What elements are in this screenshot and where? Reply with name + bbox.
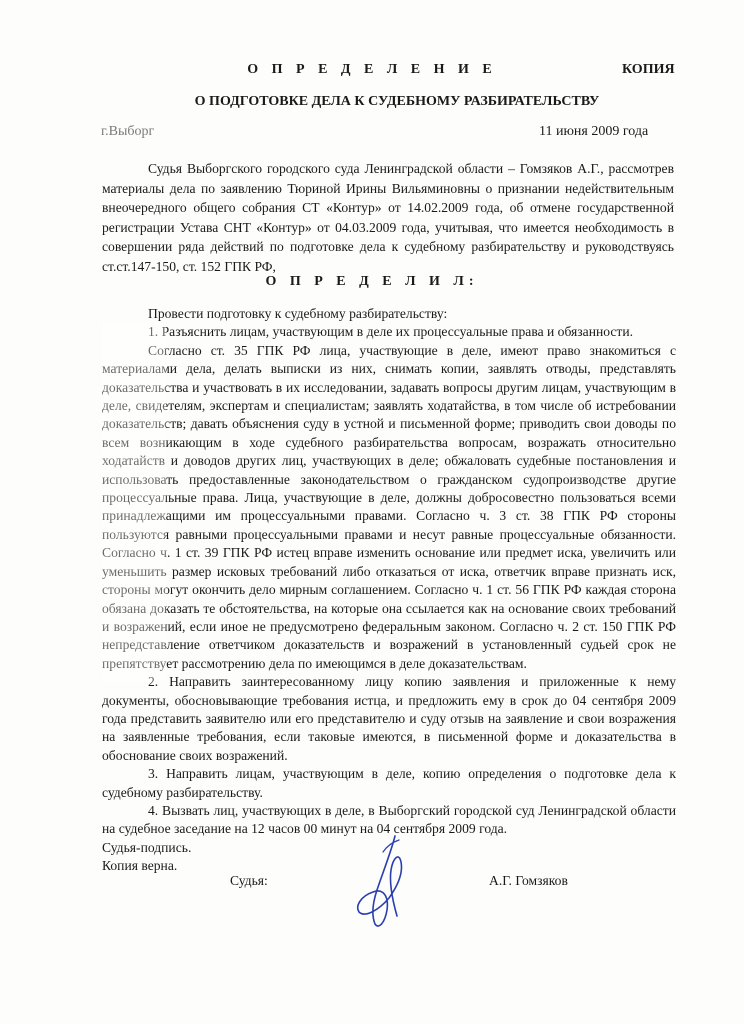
document-title: О П Р Е Д Е Л Е Н И Е: [247, 62, 497, 77]
ruling-heading: О П Р Е Д Е Л И Л:: [265, 274, 479, 289]
paragraph-preparation: Провести подготовку к судебному разбирательству:: [148, 306, 448, 321]
signature-label: Судья:: [230, 873, 268, 888]
paragraph-item-4: 4. Вызвать лиц, участвующих в деле, в Выборгский городской суд Ленинградской области на судебное заседание на 12 часов 00 минут на 04 сентября 2009 года.: [102, 802, 676, 837]
scan-fade-mark: [102, 322, 166, 682]
document-subtitle: О ПОДГОТОВКЕ ДЕЛА К СУДЕБНОМУ РАЗБИРАТЕЛЬСТВУ: [194, 94, 600, 109]
signature-name: А.Г. Гомзяков: [489, 873, 568, 888]
intro-paragraph: Судья Выборгского городского суда Ленинградской области – Гомзяков А.Г., рассмотрев материалы дела по заявлению Тюриной Ирины Вильяминовны о признании недействительным внеочередного общего собрания СТ «Контур» от 14.02.2009 года, об отмене государственной регистрации Устава СНТ «Контур» от 04.03.2009 года, учитывая, что имеется необходимость в совершении ряда действий по подготовке дела к судебному разбирательству и руководствуясь ст.ст.147-150, ст. 152 ГПК РФ,: [102, 161, 674, 274]
document-date: 11 июня 2009 года: [539, 124, 649, 139]
ruling-body: [102, 305, 676, 876]
paragraph-rights: Согласно ст. 35 ГПК РФ лица, участвующие в деле, имеют право знакомиться с материалами дела, делать выписки из них, снимать копии, заявлять отводы, представлять доказательства и участвовать в их исследовании, задавать вопросы другим лицам, участвующим в деле, свидетелям, экспертам и специалистам; заявлять ходатайства, в том числе об истребовании доказательств; давать объяснения суду в устной и письменной форме; приводить свои доводы по всем возникающим в ходе судебного разбирательства вопросам, возражать относительно ходатайств и доводов других лиц, участвующих в деле; обжаловать судебные постановления и использовать предоставленные законодательством о гражданском судопроизводстве другие процессуальные права. Лица, участвующие в деле, должны добросовестно пользоваться всеми принадлежащими им процессуальными правами. Согласно ч. 3 ст. 38 ГПК РФ стороны пользуются равными процессуальными правами и несут равные процессуальные обязанности. Согласно ч. 1 ст. 39 ГПК РФ истец вправе изменить основание или предмет иска, увеличить или уменьшить размер исковых требований либо отказаться от иска, ответчик вправе признать иск, стороны могут окончить дело мирным соглашением. Согласно ч. 1 ст. 56 ГПК РФ каждая сторона обязана доказать те обстоятельства, на которые она ссылается как на основание своих требований и возражений, если иное не предусмотрено федеральным законом. Согласно ч. 2 ст. 150 ГПК РФ непредставление ответчиком доказательств и возражений в установленный судьей срок не препятствует рассмотрению дела по имеющимся в деле доказательствам.: [102, 342, 676, 671]
judge-signed-note: Судья-подпись.: [102, 839, 192, 855]
paragraph-item-2: 2. Направить заинтересованному лицу копию заявления и приложенные к нему документы, обосновывающие требования истца, и предложить ему в срок до 04 сентября 2009 года представить заявителю или его представителю и суду отзыв на заявление и свои возражения на заявленные требования, если таковые имеются, в письменной форме и доказательства в обоснование своих возражений.: [102, 674, 676, 763]
copy-certified-note: Копия верна.: [102, 858, 178, 874]
city: г.Выборг: [101, 124, 155, 139]
copy-mark: КОПИЯ: [622, 62, 675, 77]
handwritten-signature: [343, 832, 423, 932]
paragraph-item-1: 1. Разъяснить лицам, участвующим в деле их процессуальные права и обязанности.: [148, 324, 634, 340]
paragraph-item-3: 3. Направить лицам, участвующим в деле, копию определения о подготовке дела к судебному разбирательству.: [102, 766, 676, 800]
